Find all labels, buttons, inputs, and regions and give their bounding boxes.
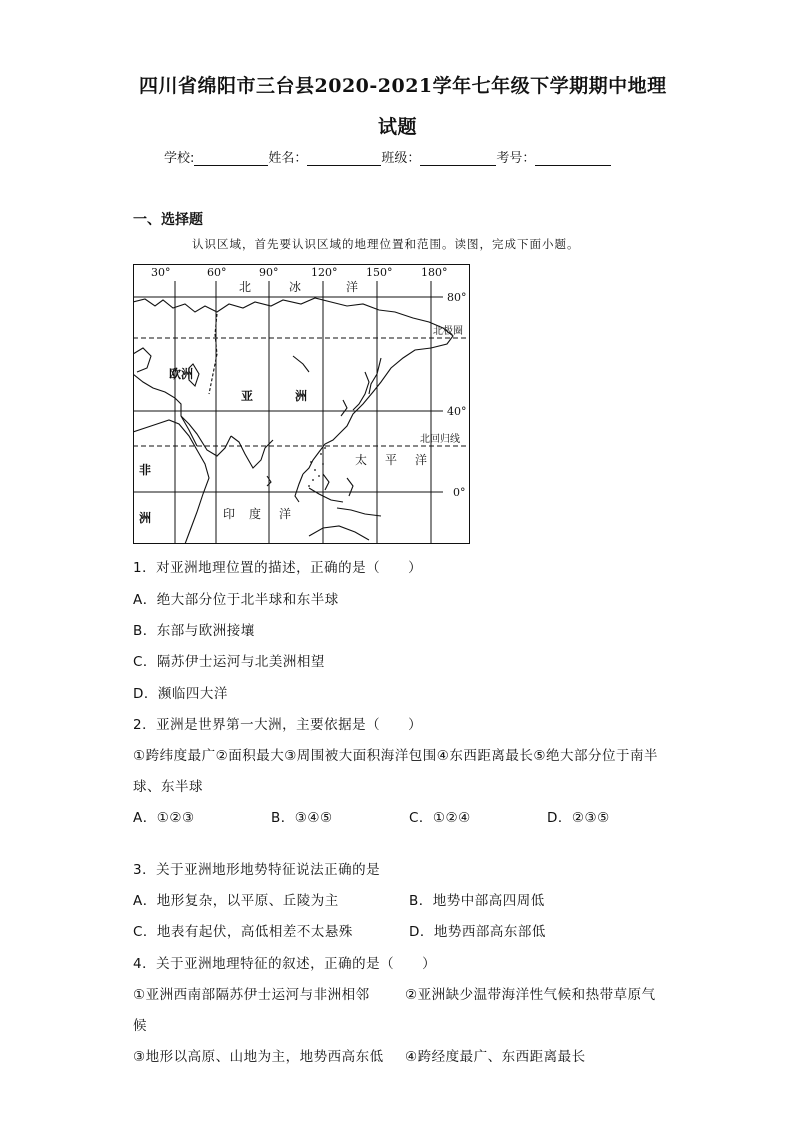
asia-label-1: 亚 <box>241 389 254 403</box>
europe-label: 欧洲 <box>169 367 194 381</box>
arctic-ocean-label-1: 北 <box>239 280 252 294</box>
indian-ocean-label-2: 度 <box>249 507 262 521</box>
q2-stem-line3: 球、东半球 <box>133 779 203 795</box>
q4-item-2: ②亚洲缺少温带海洋性气候和热带草原气 <box>405 987 656 1003</box>
q3-option-a[interactable]: A．地形复杂，以平原、丘陵为主 <box>133 893 339 909</box>
q2-stem: 2．亚洲是世界第一大洲，主要依据是（ ） <box>133 717 423 733</box>
q2-option-a[interactable]: A．①②③ <box>133 810 195 826</box>
lon-label-120: 120° <box>311 266 338 279</box>
arctic-ocean-label-2: 冰 <box>289 280 302 294</box>
lon-label-60: 60° <box>207 266 227 279</box>
q2-option-b[interactable]: B．③④⑤ <box>271 810 333 826</box>
q1-option-a[interactable]: A．绝大部分位于北半球和东半球 <box>133 592 339 608</box>
lat-label-40: 40° <box>447 405 467 418</box>
africa-label-1: 非 <box>139 463 152 477</box>
q4-item-4: ④跨经度最广、东西距离最长 <box>405 1049 586 1065</box>
section-intro: 认识区域，首先要认识区域的地理位置和范围。读图，完成下面小题。 <box>192 237 580 251</box>
lat-label-tropic-cancer: 北回归线 <box>420 434 460 445</box>
lon-label-180: 180° <box>421 266 448 279</box>
africa-label-2: 洲 <box>139 511 152 525</box>
name-label: 姓名： <box>268 151 308 166</box>
lon-label-90: 90° <box>259 266 279 279</box>
id-field[interactable] <box>535 151 611 166</box>
lon-label-150: 150° <box>366 266 393 279</box>
q3-option-c[interactable]: C．地表有起伏，高低相差不太悬殊 <box>133 924 353 940</box>
asia-map <box>133 264 470 544</box>
q1-option-d[interactable]: D．濒临四大洋 <box>133 686 228 702</box>
arctic-ocean-label-3: 洋 <box>346 280 359 294</box>
pacific-ocean-label-3: 洋 <box>415 453 428 467</box>
page-title: 四川省绵阳市三台县2020-2021学年七年级下学期期中地理 <box>139 75 667 97</box>
indian-ocean-label-1: 印 <box>223 507 236 521</box>
q1-option-b[interactable]: B．东部与欧洲接壤 <box>133 623 255 639</box>
q2-option-d[interactable]: D．②③⑤ <box>547 810 610 826</box>
q4-item-3: ③地形以高原、山地为主，地势西高东低 <box>133 1049 384 1065</box>
student-info-row <box>164 147 611 166</box>
school-label: 学校: <box>164 151 195 166</box>
q3-option-d[interactable]: D．地势西部高东部低 <box>409 924 546 940</box>
class-label: 班级： <box>381 151 421 166</box>
name-field[interactable] <box>307 151 381 166</box>
section-title: 一、选择题 <box>133 212 203 228</box>
page-title-line2: 试题 <box>378 116 418 138</box>
lon-label-30: 30° <box>151 266 171 279</box>
q1-stem: 1．对亚洲地理位置的描述，正确的是（ ） <box>133 560 423 576</box>
pacific-ocean-label-2: 平 <box>385 453 398 467</box>
q4-item-1: ①亚洲西南部隔苏伊士运河与非洲相邻 <box>133 987 370 1003</box>
q4-stem: 4．关于亚洲地理特征的叙述，正确的是（ ） <box>133 956 437 972</box>
school-field[interactable] <box>194 151 268 166</box>
q2-option-c[interactable]: C．①②④ <box>409 810 471 826</box>
q1-option-c[interactable]: C．隔苏伊士运河与北美洲相望 <box>133 654 325 670</box>
q3-option-b[interactable]: B．地势中部高四周低 <box>409 893 545 909</box>
lat-label-arctic-circle: 北极圈 <box>433 326 463 337</box>
indian-ocean-label-3: 洋 <box>279 507 292 521</box>
q2-stem-line2: ①跨纬度最广②面积最大③周围被大面积海洋包围④东西距离最长⑤绝大部分位于南半 <box>133 748 659 764</box>
q4-item-2-cont: 候 <box>133 1018 147 1034</box>
asia-label-2: 洲 <box>295 389 308 403</box>
lat-label-0: 0° <box>453 486 466 499</box>
id-label: 考号： <box>496 151 536 166</box>
pacific-ocean-label-1: 太 <box>355 453 368 467</box>
lat-label-80: 80° <box>447 291 467 304</box>
class-field[interactable] <box>420 151 496 166</box>
q3-stem: 3．关于亚洲地形地势特征说法正确的是 <box>133 862 381 878</box>
